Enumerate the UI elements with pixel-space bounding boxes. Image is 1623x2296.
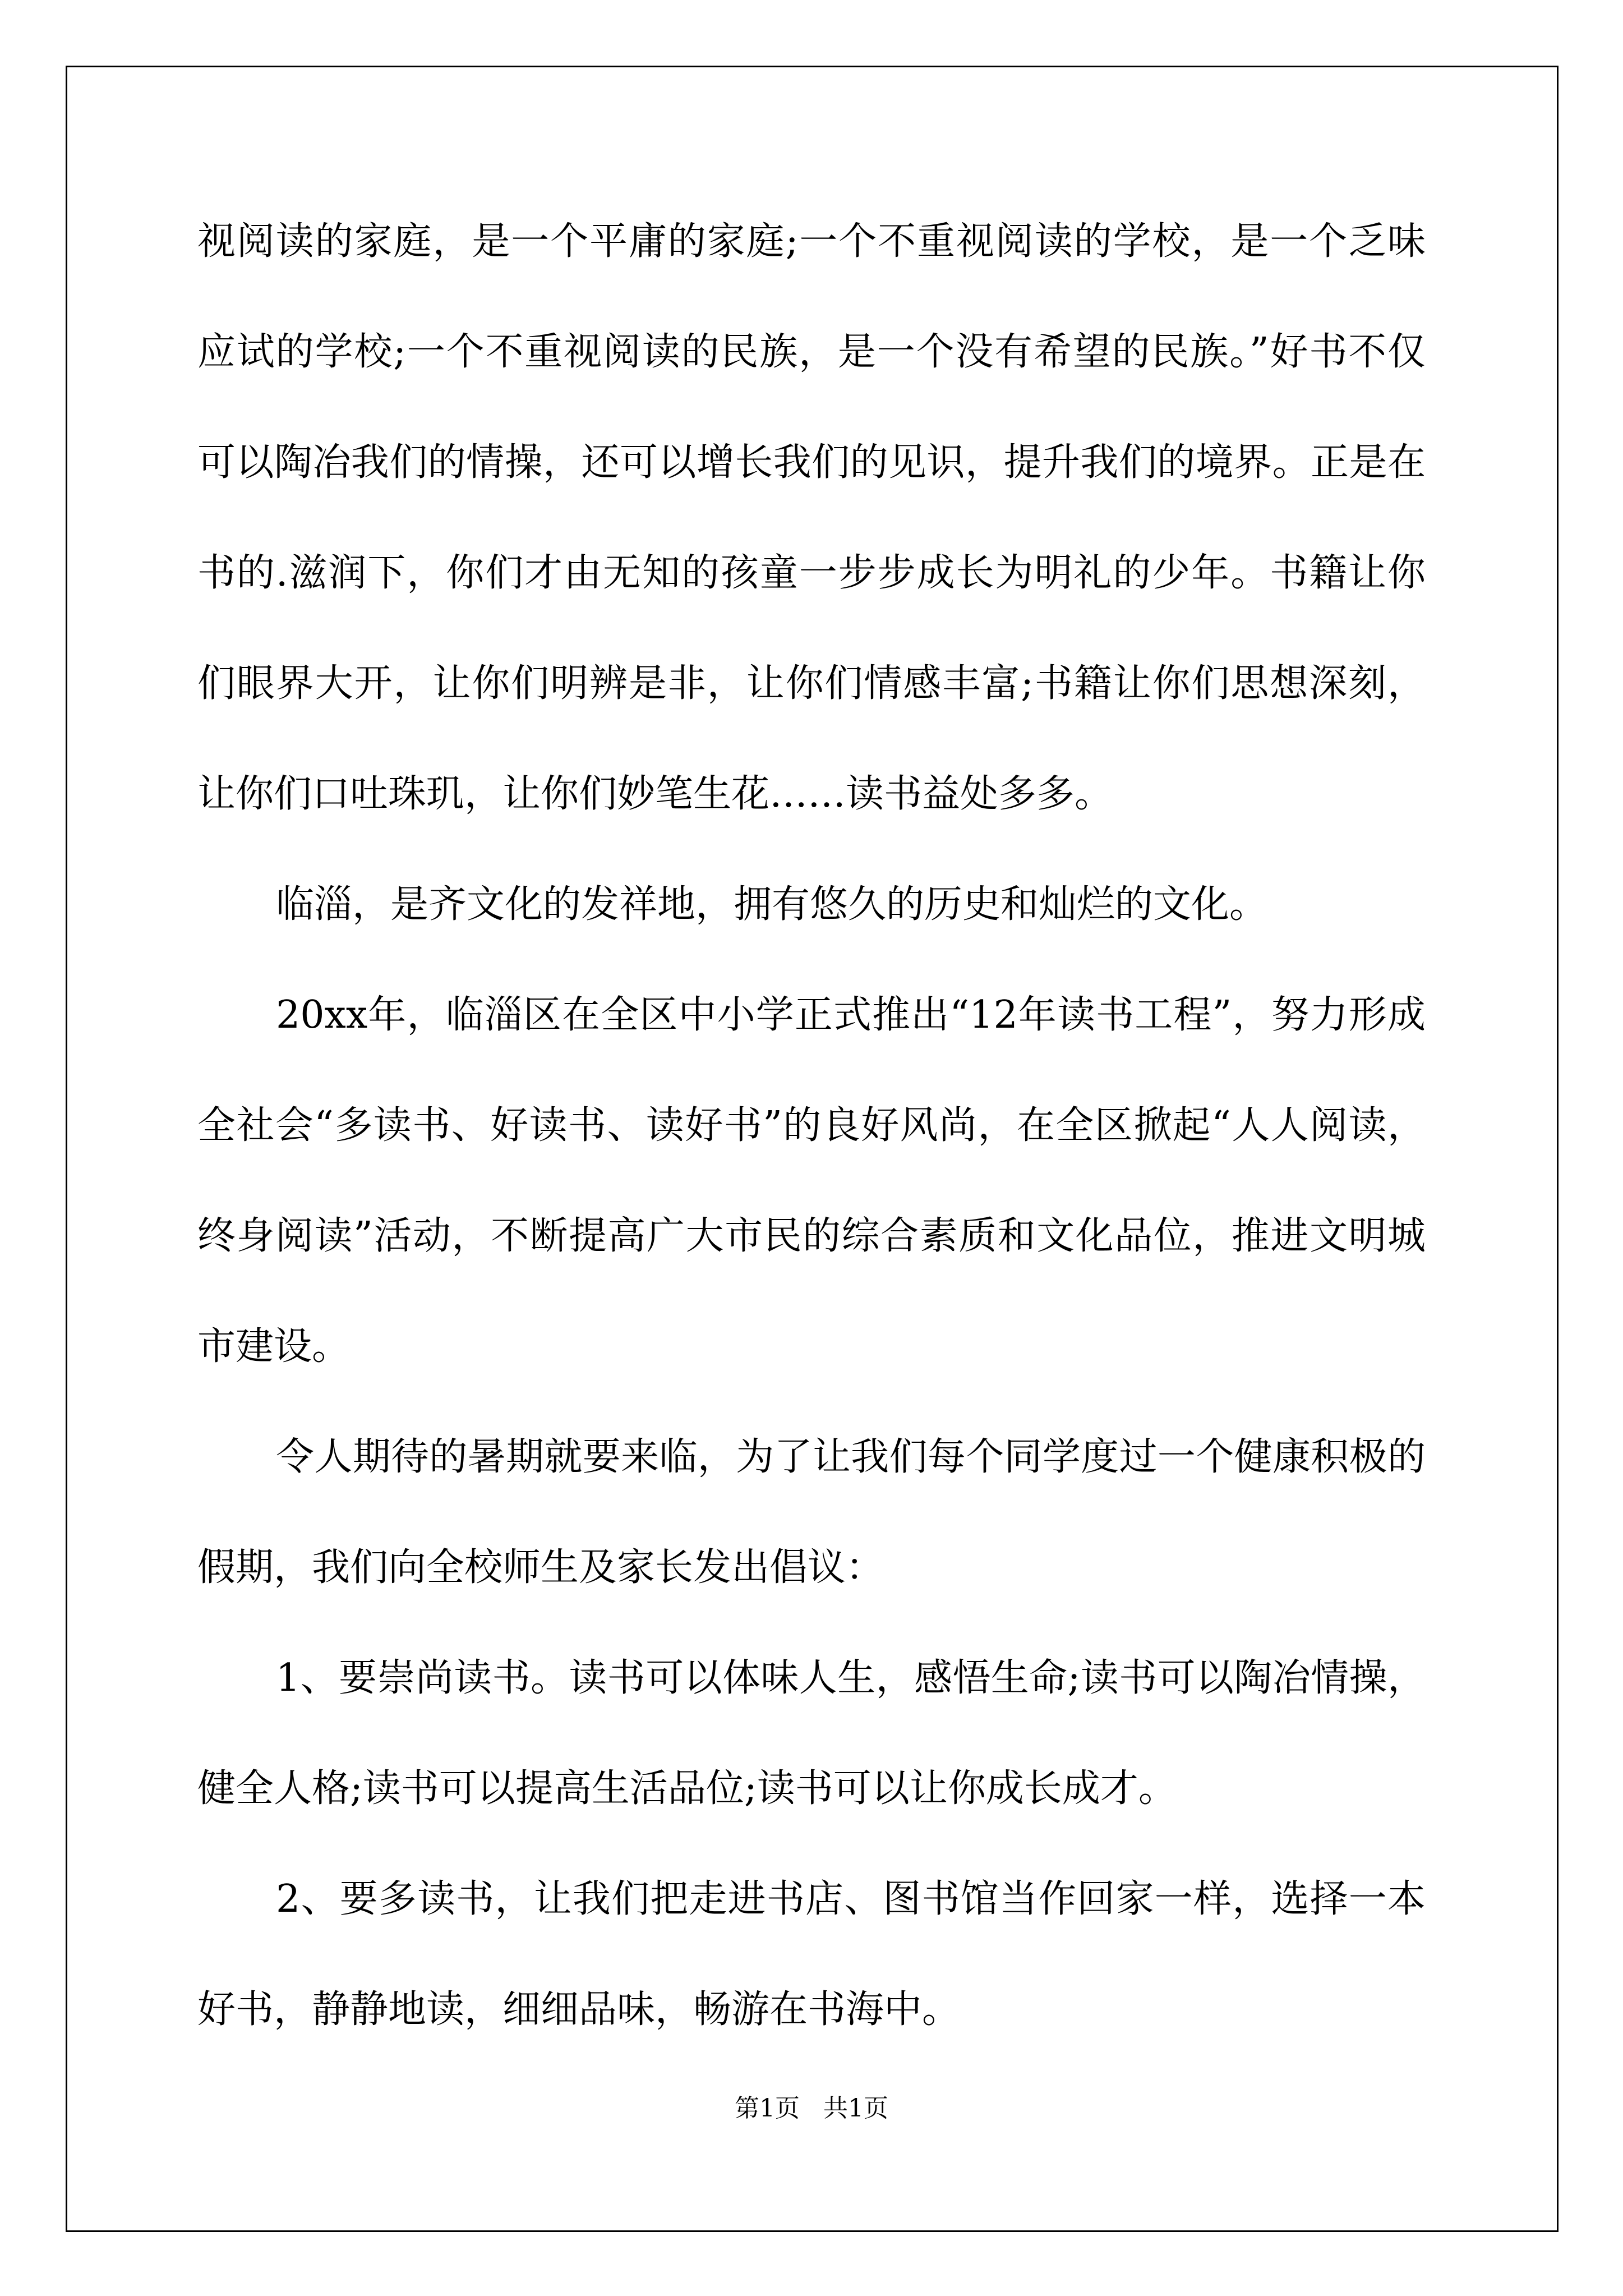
document-body — [197, 186, 1426, 2065]
paragraph-item-2: 2、要多读书，让我们把走进书店、图书馆当作回家一样，选择一本好书，静静地读，细细品味，畅游在书海中。 — [197, 1877, 1426, 2032]
paragraph-item-1: 1、要崇尚读书。读书可以体味人生，感悟生命;读书可以陶冶情操，健全人格;读书可以提高生活品位;读书可以让你成长成才。 — [197, 1656, 1426, 1811]
paragraph-continuation: 视阅读的家庭，是一个平庸的家庭;一个不重视阅读的学校，是一个乏味应试的学校;一个不重视阅读的民族，是一个没有希望的民族。”好书不仅可以陶冶我们的情操，还可以增长我们的见识，提升我们的境界。正是在书的.滋润下，你们才由无知的孩童一步步成长为明礼的少年。书籍让你们眼界大开，让你们明辨是非，让你们情感丰富;书籍让你们思想深刻，让你们口吐珠玑，让你们妙笔生花……读书益处多多。 — [197, 219, 1426, 816]
paragraph-reading-project: 20xx年，临淄区在全区中小学正式推出“12年读书工程”，努力形成全社会“多读书、好读书、读好书”的良好风尚，在全区掀起“人人阅读，终身阅读”活动，不断提高广大市民的综合素质和文化品位，推进文明城市建设。 — [197, 993, 1426, 1369]
paragraph-linzi-intro: 临淄，是齐文化的发祥地，拥有悠久的历史和灿烂的文化。 — [276, 882, 1268, 927]
page-footer: 第1页 共1页 — [735, 2094, 888, 2123]
paragraph-summer-proposal: 令人期待的暑期就要来临，为了让我们每个同学度过一个健康积极的假期，我们向全校师生及家长发出倡议： — [197, 1435, 1426, 1590]
